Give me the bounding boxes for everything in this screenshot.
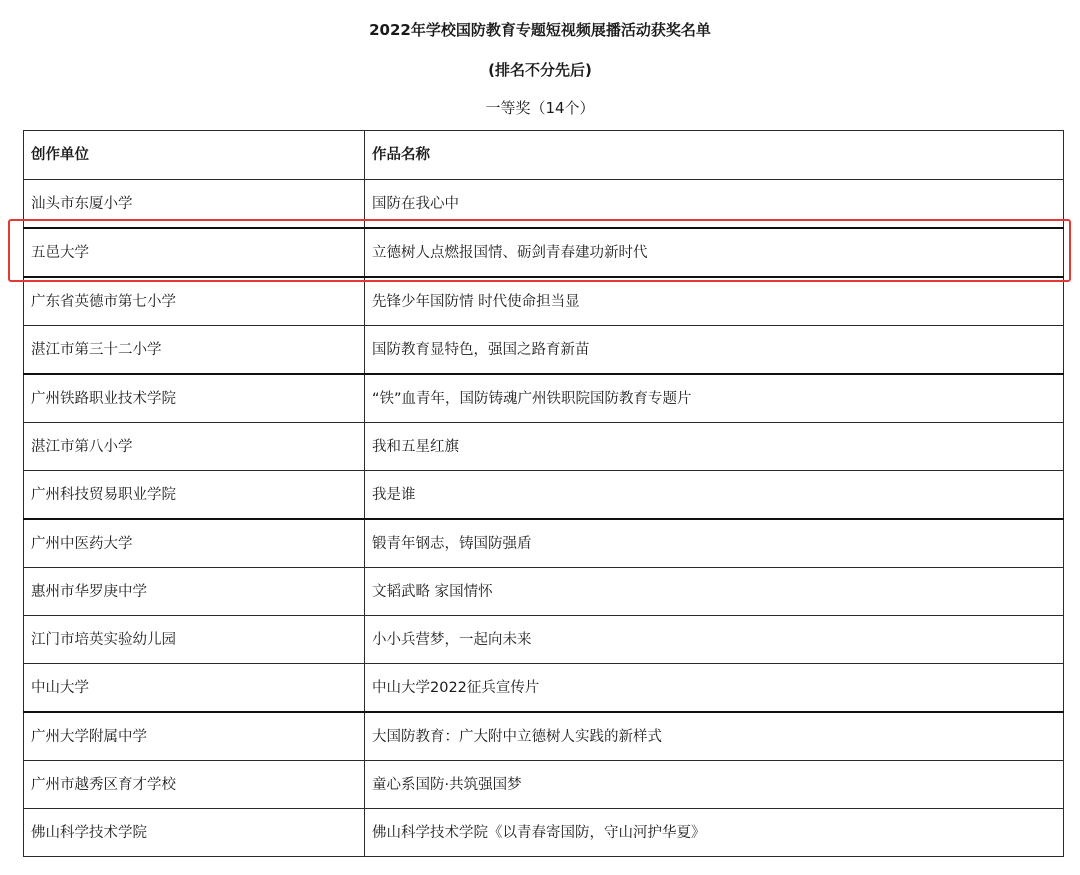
work-title-cell: 大国防教育：广大附中立德树人实践的新样式 xyxy=(365,712,1064,761)
unit-cell: 广东省英德市第七小学 xyxy=(24,277,365,326)
work-title-cell: 小小兵营梦，一起向未来 xyxy=(365,616,1064,664)
table-row xyxy=(24,664,1064,713)
unit-cell: 广州铁路职业技术学院 xyxy=(24,374,365,423)
unit-cell: 佛山科学技术学院 xyxy=(24,809,365,857)
table-row xyxy=(24,326,1064,375)
unit-cell: 江门市培英实验幼儿园 xyxy=(24,616,365,664)
unit-cell: 广州大学附属中学 xyxy=(24,712,365,761)
work-title-cell: 佛山科学技术学院《以青春寄国防，守山河护华夏》 xyxy=(365,809,1064,857)
table-row xyxy=(24,423,1064,471)
unit-cell: 惠州市华罗庚中学 xyxy=(24,568,365,616)
table-row xyxy=(24,374,1064,423)
awards-table xyxy=(23,130,1064,857)
work-title-cell: 童心系国防·共筑强国梦 xyxy=(365,761,1064,809)
unit-cell: 中山大学 xyxy=(24,664,365,713)
page-title: 2022年学校国防教育专题短视频展播活动获奖名单 xyxy=(369,21,711,39)
table-row xyxy=(24,519,1064,568)
unit-cell: 汕头市东厦小学 xyxy=(24,180,365,229)
table-row xyxy=(24,180,1064,229)
work-title-cell: 我和五星红旗 xyxy=(365,423,1064,471)
work-title-cell: 国防在我心中 xyxy=(365,180,1064,229)
table-row xyxy=(24,712,1064,761)
table-row xyxy=(24,568,1064,616)
table-row xyxy=(24,809,1064,857)
work-title-cell: 立德树人点燃报国情、砺剑青春建功新时代 xyxy=(365,228,1064,277)
unit-cell: 广州科技贸易职业学院 xyxy=(24,471,365,520)
unit-cell: 广州中医药大学 xyxy=(24,519,365,568)
header-unit: 创作单位 xyxy=(24,131,365,180)
page-subtitle: (排名不分先后) xyxy=(488,61,592,79)
work-title-cell: 先锋少年国防情 时代使命担当显 xyxy=(365,277,1064,326)
table-row xyxy=(24,471,1064,520)
table-row xyxy=(24,616,1064,664)
work-title-cell: 锻青年钢志，铸国防强盾 xyxy=(365,519,1064,568)
table-header-row xyxy=(24,131,1064,180)
table-row xyxy=(24,277,1064,326)
unit-cell: 五邑大学 xyxy=(24,228,365,277)
work-title-cell: 中山大学2022征兵宣传片 xyxy=(365,664,1064,713)
work-title-cell: 我是谁 xyxy=(365,471,1064,520)
work-title-cell: 国防教育显特色，强国之路育新苗 xyxy=(365,326,1064,375)
section-heading-first-prize: 一等奖（14个） xyxy=(485,99,595,117)
table-row xyxy=(24,761,1064,809)
header-work-title: 作品名称 xyxy=(365,131,1064,180)
unit-cell: 广州市越秀区育才学校 xyxy=(24,761,365,809)
unit-cell: 湛江市第八小学 xyxy=(24,423,365,471)
work-title-cell: “铁”血青年，国防铸魂广州铁职院国防教育专题片 xyxy=(365,374,1064,423)
unit-cell: 湛江市第三十二小学 xyxy=(24,326,365,375)
work-title-cell: 文韬武略 家国情怀 xyxy=(365,568,1064,616)
table-row-highlighted xyxy=(24,228,1064,277)
